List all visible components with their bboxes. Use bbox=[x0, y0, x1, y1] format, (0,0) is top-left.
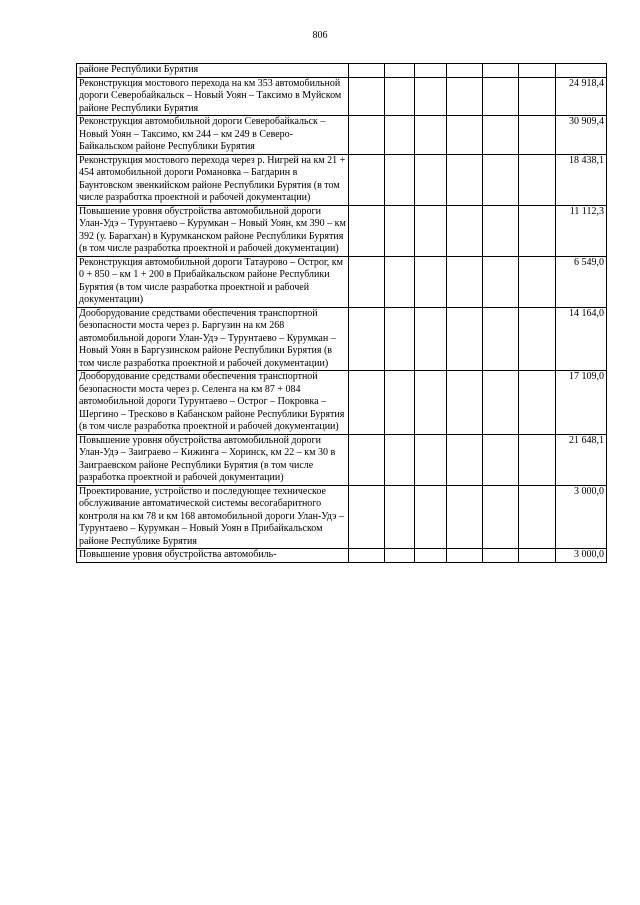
row-description: Реконструкция автомобильной дороги Татаурово – Острог, км 0 + 850 – км 1 + 200 в Прибайкальском районе Республики Бурятия (в том числе разработка проектной и рабочей документации) bbox=[77, 256, 349, 307]
empty-cell bbox=[447, 371, 483, 435]
table-body bbox=[77, 64, 607, 563]
empty-cell bbox=[349, 154, 385, 205]
empty-cell bbox=[519, 154, 556, 205]
empty-cell bbox=[385, 116, 415, 155]
empty-cell bbox=[519, 256, 556, 307]
empty-cell bbox=[483, 256, 519, 307]
row-description: Повышение уровня обустройства автомобильной дороги Улан-Удэ – Заиграево – Кижинга – Хоринск, км 22 – км 30 в Заиграевском районе Республики Бурятия (в том числе разработка проектной и рабочей документации) bbox=[77, 434, 349, 485]
empty-cell bbox=[483, 485, 519, 549]
table-row bbox=[77, 256, 607, 307]
empty-cell bbox=[385, 485, 415, 549]
empty-cell bbox=[447, 485, 483, 549]
empty-cell bbox=[385, 77, 415, 116]
row-description: Повышение уровня обустройства автомобильной дороги Улан-Удэ – Турунтаево – Курумкан – Новый Уоян, км 390 – км 392 (у. Барагхан) в Курумканском районе Республики Бурятия (в том числе разработка проектной и рабочей документации) bbox=[77, 205, 349, 256]
empty-cell bbox=[447, 434, 483, 485]
empty-cell bbox=[349, 256, 385, 307]
empty-cell bbox=[447, 205, 483, 256]
empty-cell bbox=[483, 205, 519, 256]
row-description: Проектирование, устройство и последующее техническое обслуживание автоматической системы весогабаритного контроля на км 78 и км 168 автомобильной дороги Улан-Удэ – Турунтаево – Курумкан – Новый Уоян в Прибайкальском районе Республике Бурятия bbox=[77, 485, 349, 549]
empty-cell bbox=[349, 549, 385, 563]
empty-cell bbox=[483, 371, 519, 435]
empty-cell bbox=[415, 256, 447, 307]
empty-cell bbox=[519, 549, 556, 563]
empty-cell bbox=[519, 371, 556, 435]
row-amount: 24 918,4 bbox=[556, 77, 607, 116]
table-row bbox=[77, 485, 607, 549]
empty-cell bbox=[519, 64, 556, 78]
table-row bbox=[77, 154, 607, 205]
row-amount: 3 000,0 bbox=[556, 549, 607, 563]
empty-cell bbox=[349, 307, 385, 371]
empty-cell bbox=[349, 77, 385, 116]
empty-cell bbox=[519, 485, 556, 549]
empty-cell bbox=[415, 307, 447, 371]
empty-cell bbox=[385, 205, 415, 256]
empty-cell bbox=[415, 485, 447, 549]
empty-cell bbox=[385, 549, 415, 563]
table-row bbox=[77, 307, 607, 371]
empty-cell bbox=[415, 549, 447, 563]
empty-cell bbox=[447, 116, 483, 155]
empty-cell bbox=[385, 434, 415, 485]
table-row bbox=[77, 434, 607, 485]
page-number: 806 bbox=[312, 30, 328, 41]
empty-cell bbox=[447, 307, 483, 371]
row-description: Повышение уровня обустройства автомобиль- bbox=[77, 549, 349, 563]
empty-cell bbox=[519, 205, 556, 256]
empty-cell bbox=[349, 371, 385, 435]
empty-cell bbox=[385, 256, 415, 307]
empty-cell bbox=[349, 116, 385, 155]
table-row bbox=[77, 205, 607, 256]
row-description: Реконструкция мостового перехода на км 353 автомобильной дороги Северобайкальск – Новый Уоян – Таксимо в Муйском районе Республики Бурятия bbox=[77, 77, 349, 116]
empty-cell bbox=[415, 64, 447, 78]
empty-cell bbox=[483, 64, 519, 78]
empty-cell bbox=[447, 549, 483, 563]
table-row bbox=[77, 77, 607, 116]
table-row bbox=[77, 64, 607, 78]
row-amount: 18 438,1 bbox=[556, 154, 607, 205]
empty-cell bbox=[349, 434, 385, 485]
row-amount: 6 549,0 bbox=[556, 256, 607, 307]
empty-cell bbox=[447, 256, 483, 307]
empty-cell bbox=[385, 371, 415, 435]
empty-cell bbox=[385, 154, 415, 205]
empty-cell bbox=[385, 64, 415, 78]
empty-cell bbox=[447, 64, 483, 78]
row-description: районе Республики Бурятия bbox=[77, 64, 349, 78]
empty-cell bbox=[519, 77, 556, 116]
budget-table bbox=[76, 63, 607, 563]
row-description: Дооборудование средствами обеспечения транспортной безопасности моста через р. Селенга на км 87 + 084 автомобильной дороги Турунтаево – Острог – Покровка – Шергино – Тресково в Кабанском районе Республики Бурятия (в том числе разработка проектной и рабочей документации) bbox=[77, 371, 349, 435]
empty-cell bbox=[519, 116, 556, 155]
empty-cell bbox=[519, 307, 556, 371]
table-row bbox=[77, 116, 607, 155]
empty-cell bbox=[415, 434, 447, 485]
empty-cell bbox=[415, 116, 447, 155]
empty-cell bbox=[385, 307, 415, 371]
empty-cell bbox=[483, 549, 519, 563]
empty-cell bbox=[415, 77, 447, 116]
row-amount: 21 648,1 bbox=[556, 434, 607, 485]
empty-cell bbox=[483, 434, 519, 485]
empty-cell bbox=[483, 307, 519, 371]
row-amount: 11 112,3 bbox=[556, 205, 607, 256]
empty-cell bbox=[415, 371, 447, 435]
row-description: Дооборудование средствами обеспечения транспортной безопасности моста через р. Баргузин на км 268 автомобильной дороги Улан-Удэ – Турунтаево – Курумкан – Новый Уоян в Баргузинском районе Республики Бурятия (в том числе разработка проектной и рабочей документации) bbox=[77, 307, 349, 371]
row-amount: 30 909,4 bbox=[556, 116, 607, 155]
row-amount bbox=[556, 64, 607, 78]
empty-cell bbox=[483, 154, 519, 205]
empty-cell bbox=[349, 64, 385, 78]
empty-cell bbox=[483, 116, 519, 155]
empty-cell bbox=[349, 205, 385, 256]
row-description: Реконструкция автомобильной дороги Северобайкальск – Новый Уоян – Таксимо, км 244 – км 249 в Северо-Байкальском районе Республики Бурятия bbox=[77, 116, 349, 155]
table-row bbox=[77, 371, 607, 435]
empty-cell bbox=[447, 154, 483, 205]
row-description: Реконструкция мостового перехода через р. Нигрей на км 21 + 454 автомобильной дороги Романовка – Багдарин в Баунтовском эвенкийском районе Республики Бурятия (в том числе разработка проектной и рабочей документации) bbox=[77, 154, 349, 205]
empty-cell bbox=[415, 205, 447, 256]
row-amount: 14 164,0 bbox=[556, 307, 607, 371]
empty-cell bbox=[519, 434, 556, 485]
empty-cell bbox=[447, 77, 483, 116]
empty-cell bbox=[415, 154, 447, 205]
table-row bbox=[77, 549, 607, 563]
row-amount: 3 000,0 bbox=[556, 485, 607, 549]
empty-cell bbox=[349, 485, 385, 549]
row-amount: 17 109,0 bbox=[556, 371, 607, 435]
empty-cell bbox=[483, 77, 519, 116]
